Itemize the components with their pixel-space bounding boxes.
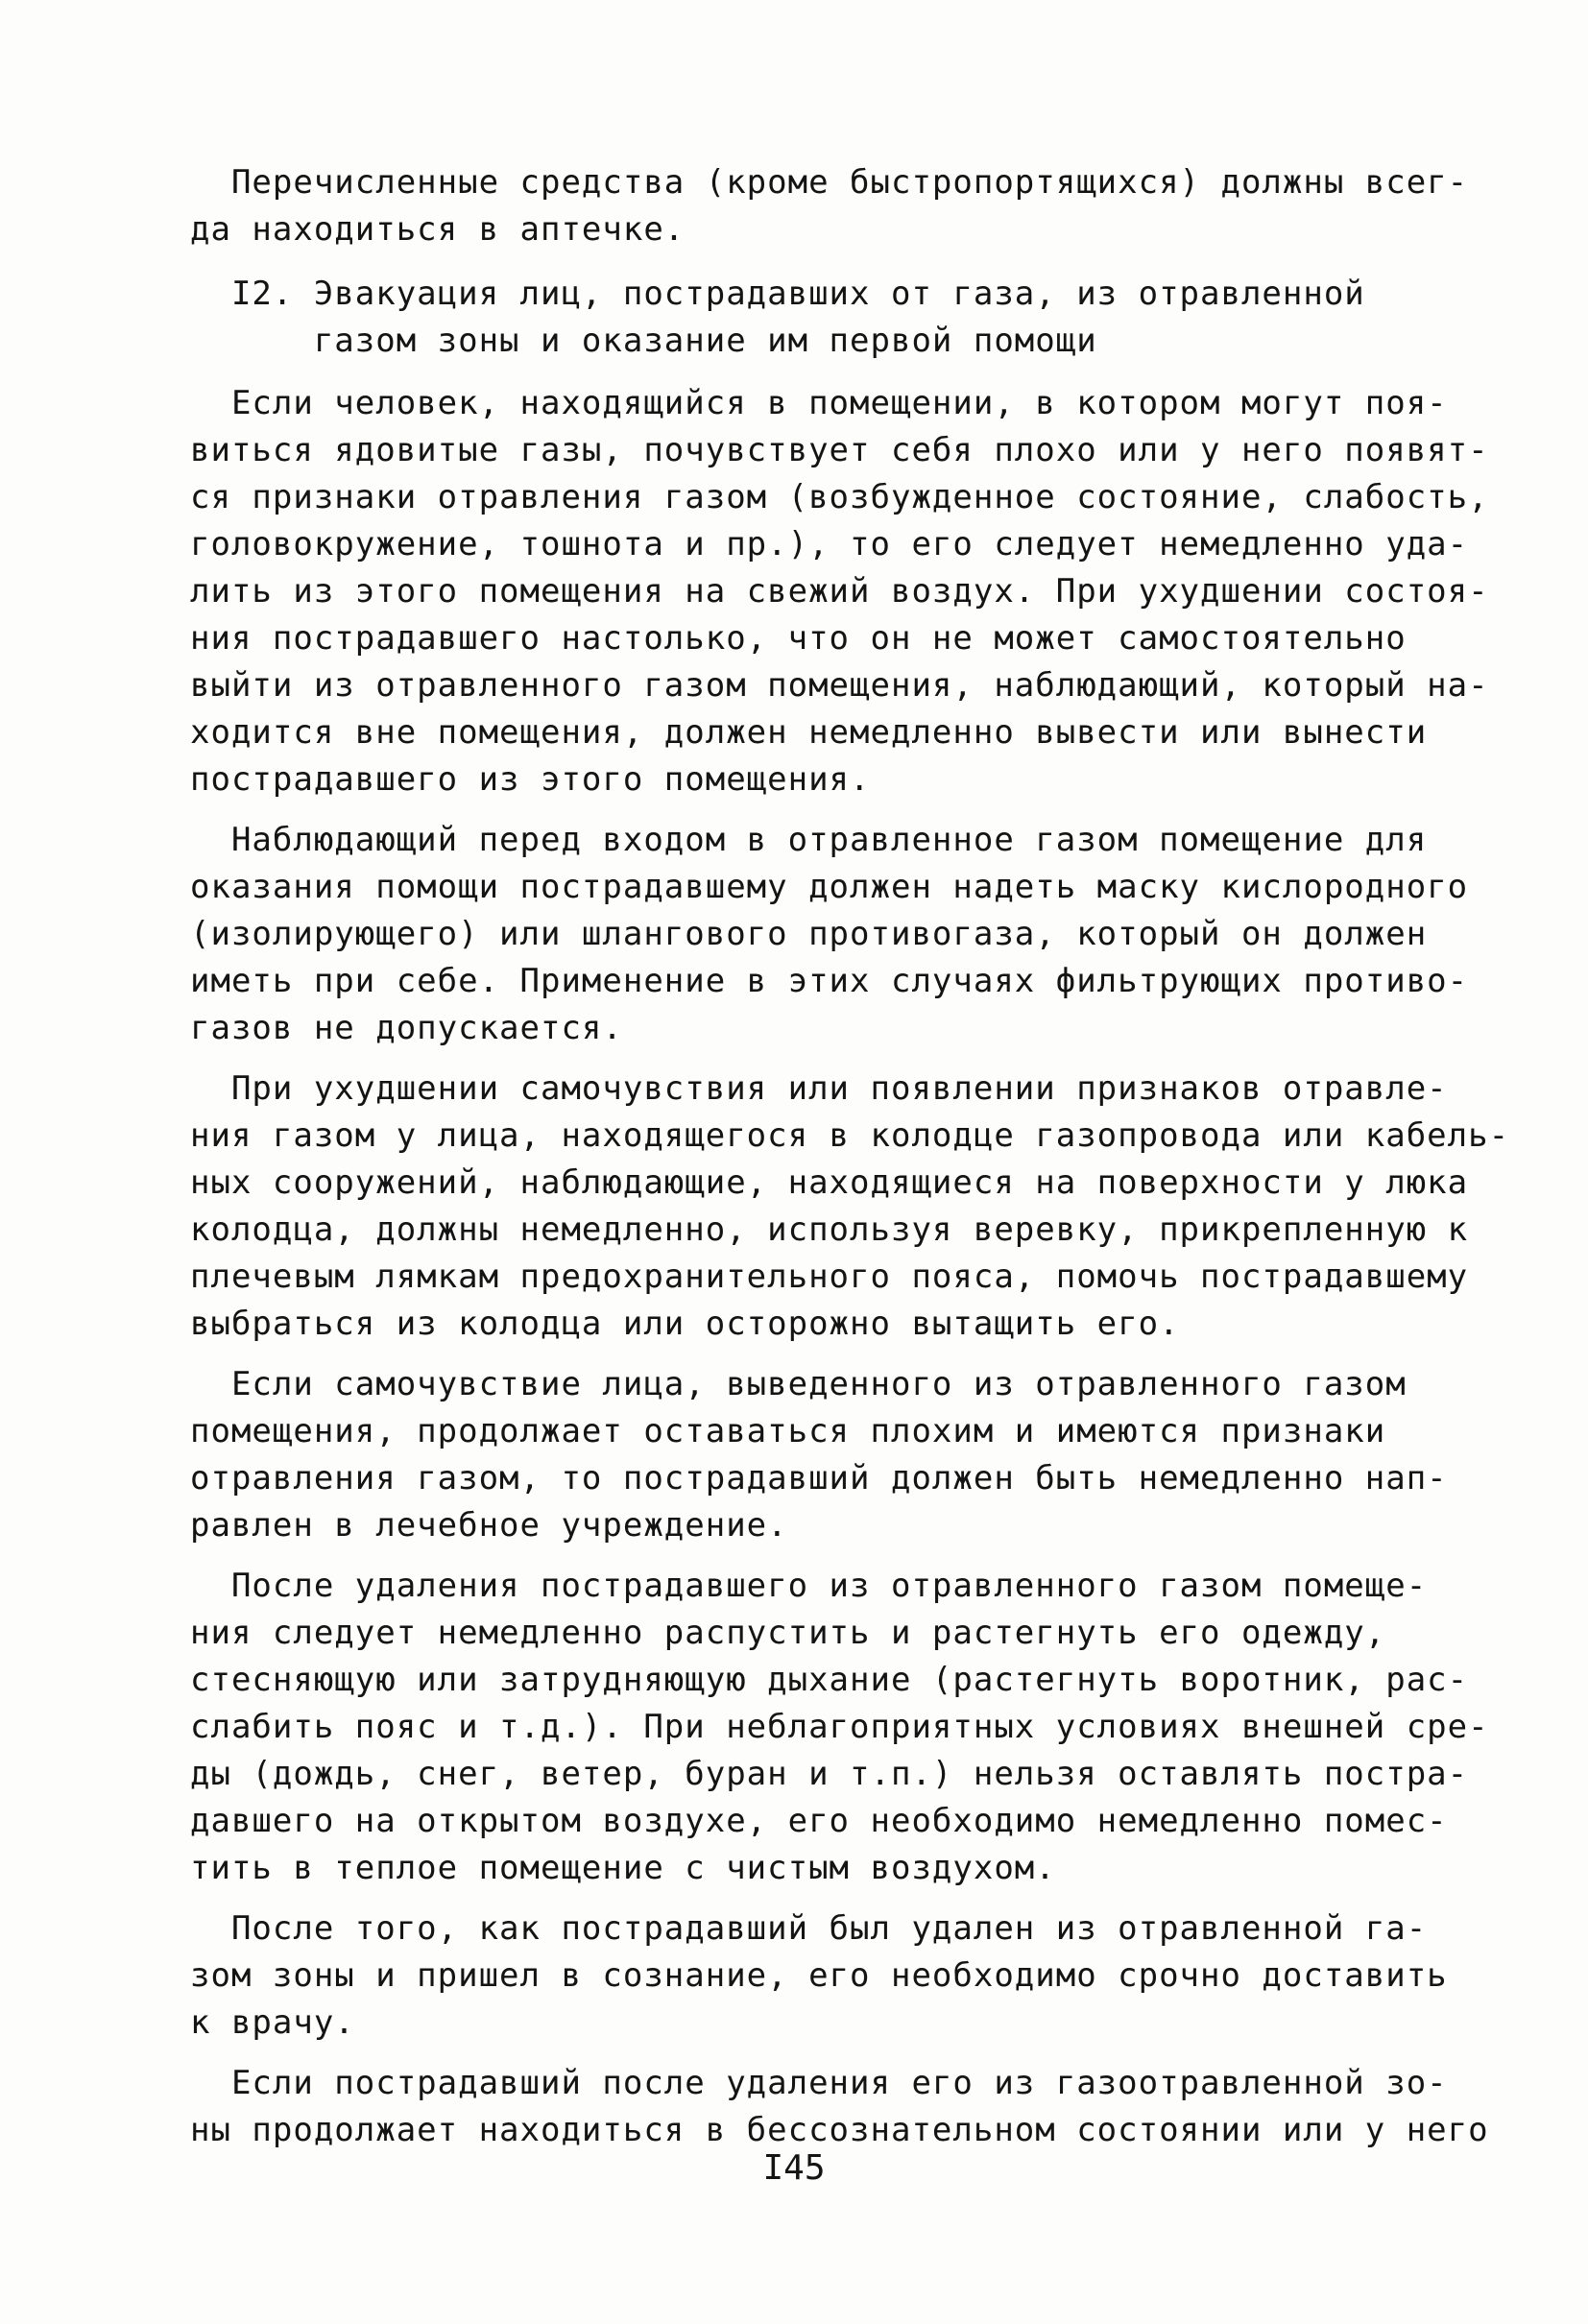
- paragraph: [190, 2060, 1489, 2154]
- paragraph-gap: [190, 1549, 1400, 1563]
- paragraph-line: выбраться из колодца или осторожно вытащить его.: [190, 1305, 1180, 1343]
- section-heading-line: газом зоны и оказание им первой помощи: [190, 322, 1097, 360]
- paragraph-line: давшего на открытом воздухе, его необходимо немедленно помес-: [190, 1802, 1448, 1840]
- paragraph-line: Если самочувствие лица, выведенного из отравленного газом: [190, 1365, 1407, 1403]
- paragraph-gap: [190, 1052, 1400, 1066]
- paragraph-line: ны продолжает находиться в бессознательном состоянии или у него: [190, 2111, 1489, 2149]
- paragraph-line: виться ядовитые газы, почувствует себя плохо или у него появят-: [190, 431, 1489, 469]
- paragraph-line: Если человек, находящийся в помещении, в котором могут поя-: [190, 384, 1448, 422]
- paragraph: [190, 1563, 1489, 1892]
- paragraph-line: оказания помощи пострадавшему должен надеть маску кислородного: [190, 868, 1469, 906]
- paragraph-line: к врачу.: [190, 2003, 355, 2042]
- paragraph-line: выйти из отравленного газом помещения, наблюдающий, который на-: [190, 666, 1489, 705]
- paragraph: [190, 380, 1489, 803]
- paragraph-gap: [190, 1348, 1400, 1361]
- paragraph-line: иметь при себе. Применение в этих случаях фильтрующих противо-: [190, 962, 1469, 1000]
- paragraph-line: (изолирующего) или шлангового противогаза, который он должен: [190, 915, 1428, 953]
- paragraph-line: пострадавшего из этого помещения.: [190, 760, 871, 799]
- section-heading: [190, 271, 1400, 365]
- paragraph-line: ния газом у лица, находящегося в колодце газопровода или кабель-: [190, 1116, 1510, 1155]
- intro-line: да находиться в аптечке.: [190, 210, 686, 249]
- paragraph: [190, 1905, 1448, 2047]
- intro-line: Перечисленные средства (кроме быстропортящихся) должны всег-: [190, 163, 1469, 202]
- paragraph-line: колодца, должны немедленно, используя веревку, прикрепленную к: [190, 1210, 1469, 1249]
- intro-paragraph: [190, 159, 1469, 253]
- paragraph-line: слабить пояс и т.д.). При неблагоприятных условиях внешней сре-: [190, 1708, 1489, 1746]
- paragraph-line: тить в теплое помещение с чистым воздухом.: [190, 1849, 1056, 1887]
- paragraph-line: ных сооружений, наблюдающие, находящиеся на поверхности у люка: [190, 1163, 1469, 1202]
- paragraph: [190, 1066, 1510, 1348]
- paragraph-line: Если пострадавший после удаления его из газоотравленной зо-: [190, 2064, 1448, 2102]
- paragraph-line: ния следует немедленно распустить и растегнуть его одежду,: [190, 1614, 1386, 1652]
- paragraph-line: стесняющую или затрудняющую дыхание (растегнуть воротник, рас-: [190, 1661, 1469, 1699]
- paragraph-line: газов не допускается.: [190, 1009, 623, 1047]
- paragraph-line: После удаления пострадавшего из отравленного газом помеще-: [190, 1567, 1428, 1605]
- paragraph-line: лить из этого помещения на свежий воздух. При ухудшении состоя-: [190, 572, 1489, 611]
- paragraph: [190, 817, 1469, 1052]
- paragraph-line: После того, как пострадавший был удален из отравленной га-: [190, 1909, 1428, 1948]
- paragraph-line: ния пострадавшего настолько, что он не может самостоятельно: [190, 619, 1407, 658]
- paragraph-gap: [190, 1892, 1400, 1905]
- paragraph-line: помещения, продолжает оставаться плохим и имеются признаки: [190, 1412, 1386, 1450]
- section-heading-line: I2. Эвакуация лиц, пострадавших от газа, из отравленной: [190, 275, 1365, 313]
- document-body: [190, 159, 1510, 2154]
- paragraph-gap: [190, 803, 1400, 817]
- paragraph-line: плечевым лямкам предохранительного пояса, помочь пострадавшему: [190, 1258, 1469, 1296]
- paragraph-line: ходится вне помещения, должен немедленно вывести или вынести: [190, 713, 1428, 752]
- paragraph-line: отравления газом, то пострадавший должен быть немедленно нап-: [190, 1459, 1448, 1497]
- paragraphs: [190, 380, 1510, 2154]
- paragraph-line: равлен в лечебное учреждение.: [190, 1506, 788, 1545]
- paragraph: [190, 1361, 1448, 1549]
- page-number: I45: [762, 2148, 826, 2188]
- paragraph-line: Наблюдающий перед входом в отравленное газом помещение для: [190, 821, 1428, 859]
- paragraph-line: ся признаки отравления газом (возбужденное состояние, слабость,: [190, 478, 1489, 516]
- paragraph-line: зом зоны и пришел в сознание, его необходимо срочно доставить: [190, 1956, 1448, 1995]
- paragraph-line: При ухудшении самочувствия или появлении признаков отравле-: [190, 1069, 1448, 1108]
- paragraph-line: ды (дождь, снег, ветер, буран и т.п.) нельзя оставлять постра-: [190, 1755, 1469, 1793]
- paragraph-line: головокружение, тошнота и пр.), то его следует немедленно уда-: [190, 525, 1469, 563]
- paragraph-gap: [190, 2047, 1400, 2060]
